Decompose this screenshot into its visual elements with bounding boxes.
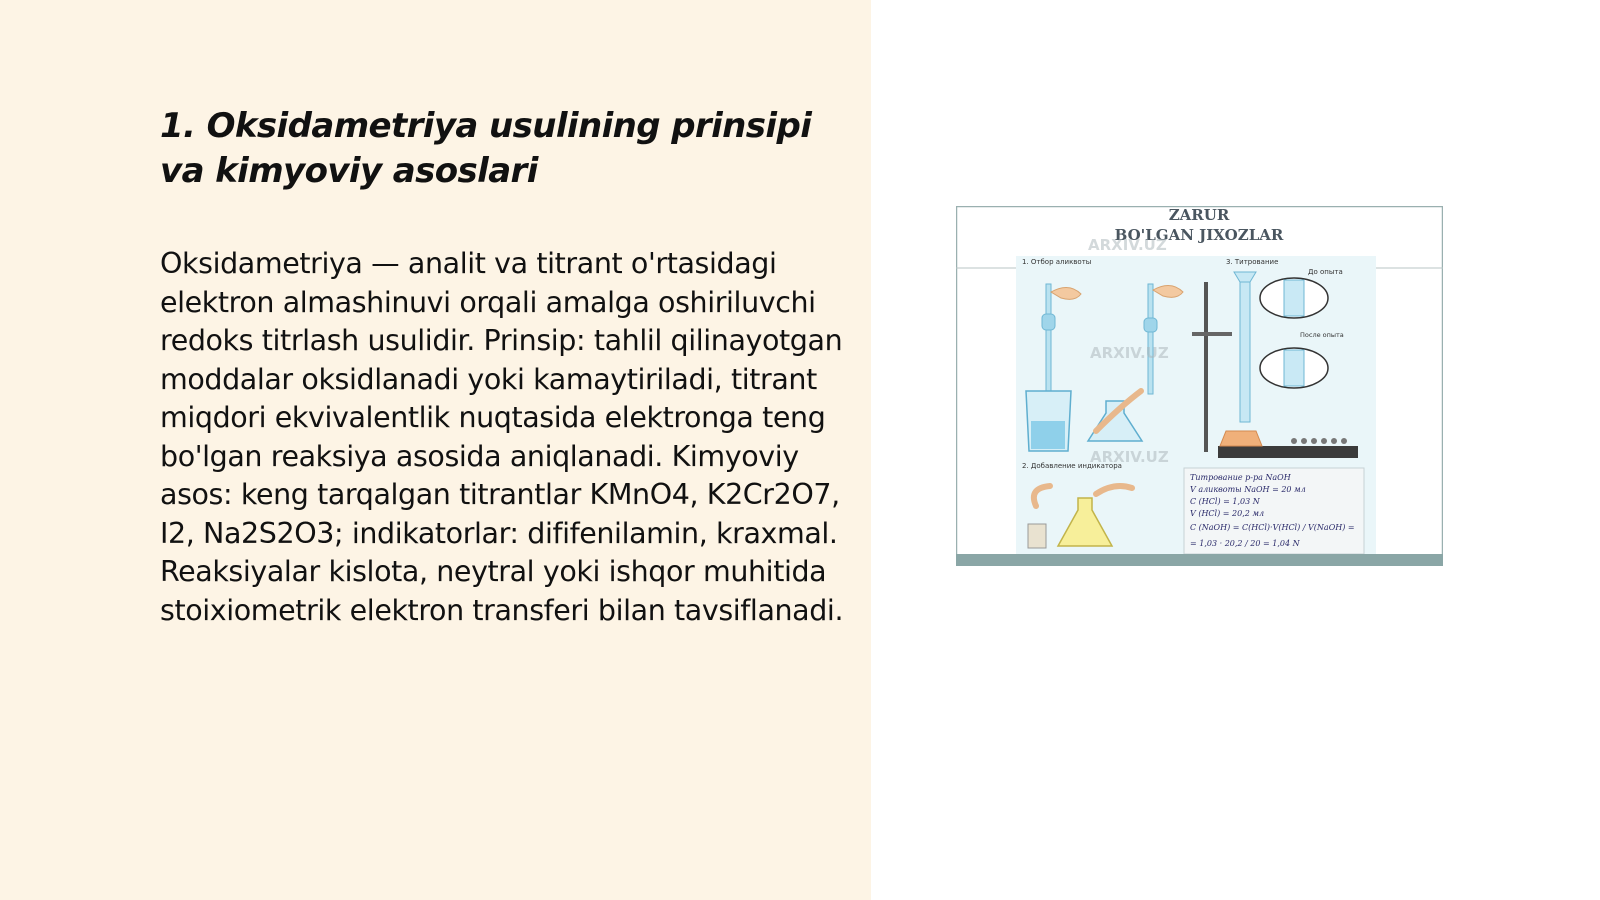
watermark-3: ARXIV.UZ bbox=[1090, 448, 1169, 466]
before-label: До опыта bbox=[1308, 268, 1343, 276]
equipment-illustration bbox=[956, 206, 1443, 566]
meniscus-after-icon bbox=[1260, 348, 1328, 388]
watermark-1: ARXIV.UZ bbox=[1088, 236, 1167, 254]
calc-line-3: C (HCl) = 1,03 N bbox=[1190, 497, 1260, 506]
figure-heading-2: BO'LGAN JIXOZLAR bbox=[1114, 226, 1284, 244]
slide-title: 1. Oksidametriya usulining prinsipi va kimyoviy asoslari bbox=[160, 106, 812, 191]
step3-label: 3. Титрование bbox=[1226, 258, 1279, 266]
figure-bottom-bar bbox=[956, 554, 1443, 566]
step1-label: 1. Отбор аликвоты bbox=[1022, 258, 1092, 266]
calc-line-2: V аликвоты NaOH = 20 мл bbox=[1190, 485, 1306, 494]
watermark-2: ARXIV.UZ bbox=[1090, 344, 1169, 362]
calc-line-4: V (HCl) = 20,2 мл bbox=[1190, 509, 1265, 518]
slide-body-text: Oksidametriya — analit va titrant o'rtasidagi elektron almashinuvi orqali amalga oshiriluvchi redoks titrlash usulidir. Prinsip: tahlil qilinayotgan moddalar oksidlanadi yoki kamaytiriladi, titrant miqdori ekvivalentlik nuqtasida elektronga teng bo'lgan reaksiya asosida aniqlanadi. Kimyoviy asos: keng tarqalgan titrantlar KMnO4, K2Cr2O7, I2, Na2S2O3; indikatorlar: dififenilamin, kraxmal. Reaksiyalar kislota, neytral yoki ishqor muhitida stoixiometrik elektron transferi bilan tavsiflanadi. bbox=[160, 247, 844, 627]
calc-line-6: = 1,03 · 20,2 / 20 = 1,04 N bbox=[1190, 539, 1300, 548]
equipment-illustration-svg bbox=[956, 206, 1443, 566]
calc-line-1: Титрование р-ра NaOH bbox=[1190, 473, 1291, 482]
meniscus-before-icon bbox=[1260, 278, 1328, 318]
after-label: После опыта bbox=[1300, 331, 1344, 339]
calc-line-5: C (NaOH) = C(HCl)·V(HCl) / V(NaOH) = bbox=[1190, 523, 1355, 532]
beaker-icon bbox=[1026, 391, 1071, 451]
step2-label: 2. Добавление индикатора bbox=[1022, 462, 1122, 470]
figure-heading-1: ZARUR bbox=[1168, 206, 1230, 224]
